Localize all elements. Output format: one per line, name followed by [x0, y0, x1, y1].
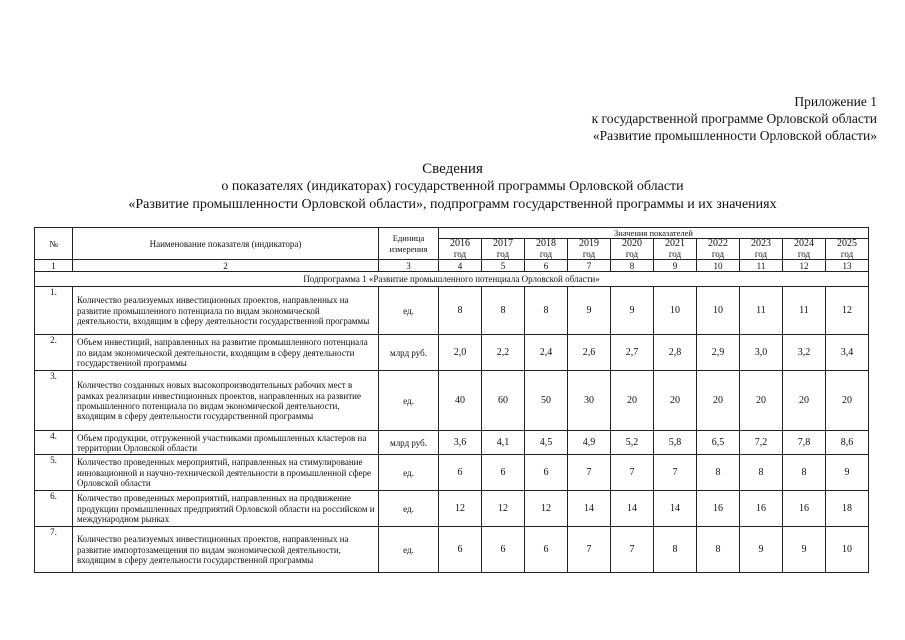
year-value: 2020 [622, 238, 642, 250]
indicator-value: 10 [697, 287, 740, 335]
indicator-value: 6 [439, 455, 482, 491]
year-label: год [453, 249, 467, 260]
year-value: 2018 [536, 238, 556, 250]
year-label: год [496, 249, 510, 260]
year-value: 2023 [751, 238, 771, 250]
table-row [35, 491, 869, 527]
indicator-value: 14 [654, 491, 697, 527]
year-label: год [797, 249, 811, 260]
year-value: 2017 [493, 238, 513, 250]
indicator-unit: ед. [379, 491, 439, 527]
indicator-unit: ед. [379, 287, 439, 335]
indicators-table [34, 227, 869, 573]
indicator-name: Объем продукции, отгруженной участниками промышленных кластеров на территории Орловской области [73, 431, 379, 455]
col-header-year [482, 239, 525, 260]
year-value: 2021 [665, 238, 685, 250]
col-header-year [568, 239, 611, 260]
indicator-value: 7 [654, 455, 697, 491]
indicator-value: 6 [482, 527, 525, 573]
indicator-value: 6 [525, 455, 568, 491]
indicator-value: 20 [740, 371, 783, 431]
column-number-cell: 9 [654, 260, 697, 272]
title-subtitle-1: о показателях (индикаторах) государственной программы Орловской области [221, 179, 684, 194]
col-header-year [783, 239, 826, 260]
indicator-value: 8 [654, 527, 697, 573]
column-number-cell: 10 [697, 260, 740, 272]
indicator-value: 12 [525, 491, 568, 527]
col-header-name: Наименование показателя (индикатора) [73, 228, 379, 260]
indicator-value: 2,4 [525, 335, 568, 371]
indicator-value: 7,8 [783, 431, 826, 455]
appendix-header [497, 93, 877, 144]
header-row-1 [35, 228, 869, 239]
table-row [35, 455, 869, 491]
table-row [35, 527, 869, 573]
indicator-name: Количество проведенных мероприятий, направленных на стимулирование инновационной и научно-технической деятельности в промышленной сфере Орловской области [73, 455, 379, 491]
indicator-value: 4,1 [482, 431, 525, 455]
col-header-values: Значения показателей [439, 228, 869, 239]
col-header-number: № [35, 228, 73, 260]
column-number-cell: 13 [826, 260, 869, 272]
indicator-value: 12 [826, 287, 869, 335]
indicator-value: 18 [826, 491, 869, 527]
indicator-value: 2,2 [482, 335, 525, 371]
col-header-year [611, 239, 654, 260]
indicator-value: 6,5 [697, 431, 740, 455]
indicator-value: 7 [611, 527, 654, 573]
indicator-value: 2,0 [439, 335, 482, 371]
indicator-value: 8 [697, 527, 740, 573]
indicator-value: 7 [568, 527, 611, 573]
indicator-name: Количество реализуемых инвестиционных проектов, направленных на развитие промышленного потенциала по видам экономической деятельности, входящим в сферу деятельности государственной программы [73, 287, 379, 335]
appendix-line-3: «Развитие промышленности Орловской области» [592, 128, 877, 143]
indicator-value: 20 [826, 371, 869, 431]
indicator-value: 12 [482, 491, 525, 527]
col-header-unit: Единица измерения [379, 228, 439, 260]
year-label: год [668, 249, 682, 260]
column-number-cell: 7 [568, 260, 611, 272]
appendix-line-1: Приложение 1 [794, 94, 877, 109]
row-number: 6. [35, 491, 73, 527]
indicator-value: 14 [568, 491, 611, 527]
indicator-value: 12 [439, 491, 482, 527]
indicator-value: 14 [611, 491, 654, 527]
indicator-value: 16 [783, 491, 826, 527]
year-value: 2025 [837, 238, 857, 250]
indicator-value: 3,0 [740, 335, 783, 371]
indicator-value: 10 [826, 527, 869, 573]
indicator-value: 8 [783, 455, 826, 491]
indicator-value: 7 [568, 455, 611, 491]
indicator-value: 8 [740, 455, 783, 491]
table-row [35, 431, 869, 455]
indicator-name: Количество реализуемых инвестиционных проектов, направленных на развитие импортозамещения по видам экономической деятельности, входящим в сферу деятельности государственной программы [73, 527, 379, 573]
indicator-value: 9 [783, 527, 826, 573]
year-label: год [840, 249, 854, 260]
indicator-value: 3,4 [826, 335, 869, 371]
indicator-value: 20 [697, 371, 740, 431]
indicator-value: 7,2 [740, 431, 783, 455]
indicator-value: 2,8 [654, 335, 697, 371]
table-row [35, 335, 869, 371]
indicator-value: 8 [697, 455, 740, 491]
indicator-value: 8,6 [826, 431, 869, 455]
col-header-year [697, 239, 740, 260]
indicator-value: 5,8 [654, 431, 697, 455]
indicator-value: 4,9 [568, 431, 611, 455]
indicator-name: Количество проведенных мероприятий, направленных на продвижение продукции промышленных предприятий Орловской области на российском и международном рынках [73, 491, 379, 527]
indicator-value: 8 [482, 287, 525, 335]
year-value: 2019 [579, 238, 599, 250]
row-number: 1. [35, 287, 73, 335]
row-number: 7. [35, 527, 73, 573]
row-number: 4. [35, 431, 73, 455]
indicator-value: 20 [654, 371, 697, 431]
year-label: год [711, 249, 725, 260]
indicator-unit: млрд руб. [379, 431, 439, 455]
indicator-value: 16 [740, 491, 783, 527]
column-numbers-row [35, 260, 869, 272]
indicator-value: 3,6 [439, 431, 482, 455]
indicator-value: 20 [783, 371, 826, 431]
year-value: 2016 [450, 238, 470, 250]
indicator-value: 6 [482, 455, 525, 491]
indicator-value: 9 [611, 287, 654, 335]
title-subtitle-2: «Развитие промышленности Орловской области», подпрограмм государственной программы и их значениях [128, 197, 777, 212]
table-row [35, 287, 869, 335]
indicator-value: 3,2 [783, 335, 826, 371]
indicator-value: 50 [525, 371, 568, 431]
indicator-value: 6 [439, 527, 482, 573]
indicator-value: 40 [439, 371, 482, 431]
row-number: 3. [35, 371, 73, 431]
year-label: год [625, 249, 639, 260]
column-number-cell: 6 [525, 260, 568, 272]
indicator-value: 2,6 [568, 335, 611, 371]
indicator-value: 5,2 [611, 431, 654, 455]
title-main: Сведения [422, 161, 483, 177]
indicator-value: 2,7 [611, 335, 654, 371]
col-header-year [439, 239, 482, 260]
column-number-cell: 8 [611, 260, 654, 272]
indicator-value: 8 [439, 287, 482, 335]
indicator-value: 8 [525, 287, 568, 335]
col-header-year [654, 239, 697, 260]
indicator-value: 7 [611, 455, 654, 491]
indicator-value: 30 [568, 371, 611, 431]
subprogram-title: Подпрограмма 1 «Развитие промышленного потенциала Орловской области» [35, 272, 869, 287]
column-number-cell: 2 [73, 260, 379, 272]
year-value: 2022 [708, 238, 728, 250]
indicator-unit: ед. [379, 371, 439, 431]
indicator-value: 20 [611, 371, 654, 431]
indicator-value: 4,5 [525, 431, 568, 455]
indicator-name: Количество созданных новых высокопроизводительных рабочих мест в рамках реализации инвестиционных проектов, направленных на развитие промышленного потенциала по видам экономической деятельности, входящим в сферу деятельности государственной программы [73, 371, 379, 431]
subprogram-row [35, 272, 869, 287]
row-number: 5. [35, 455, 73, 491]
indicator-unit: ед. [379, 527, 439, 573]
indicator-value: 10 [654, 287, 697, 335]
column-number-cell: 5 [482, 260, 525, 272]
column-number-cell: 1 [35, 260, 73, 272]
indicator-value: 2,9 [697, 335, 740, 371]
column-number-cell: 3 [379, 260, 439, 272]
table-row [35, 371, 869, 431]
document-title [0, 160, 905, 214]
column-number-cell: 4 [439, 260, 482, 272]
appendix-line-2: к государственной программе Орловской области [591, 111, 877, 126]
indicator-value: 9 [740, 527, 783, 573]
indicator-value: 9 [826, 455, 869, 491]
indicator-unit: ед. [379, 455, 439, 491]
indicator-value: 11 [740, 287, 783, 335]
indicator-value: 16 [697, 491, 740, 527]
column-number-cell: 11 [740, 260, 783, 272]
row-number: 2. [35, 335, 73, 371]
indicator-unit: млрд руб. [379, 335, 439, 371]
col-header-year [826, 239, 869, 260]
indicator-value: 9 [568, 287, 611, 335]
indicator-value: 6 [525, 527, 568, 573]
indicator-name: Объем инвестиций, направленных на развитие промышленного потенциала по видам экономической деятельности, входящим в сферу деятельности государственной программы [73, 335, 379, 371]
year-value: 2024 [794, 238, 814, 250]
year-label: год [539, 249, 553, 260]
col-header-year [740, 239, 783, 260]
indicator-value: 11 [783, 287, 826, 335]
year-label: год [754, 249, 768, 260]
indicator-value: 60 [482, 371, 525, 431]
year-label: год [582, 249, 596, 260]
col-header-year [525, 239, 568, 260]
column-number-cell: 12 [783, 260, 826, 272]
